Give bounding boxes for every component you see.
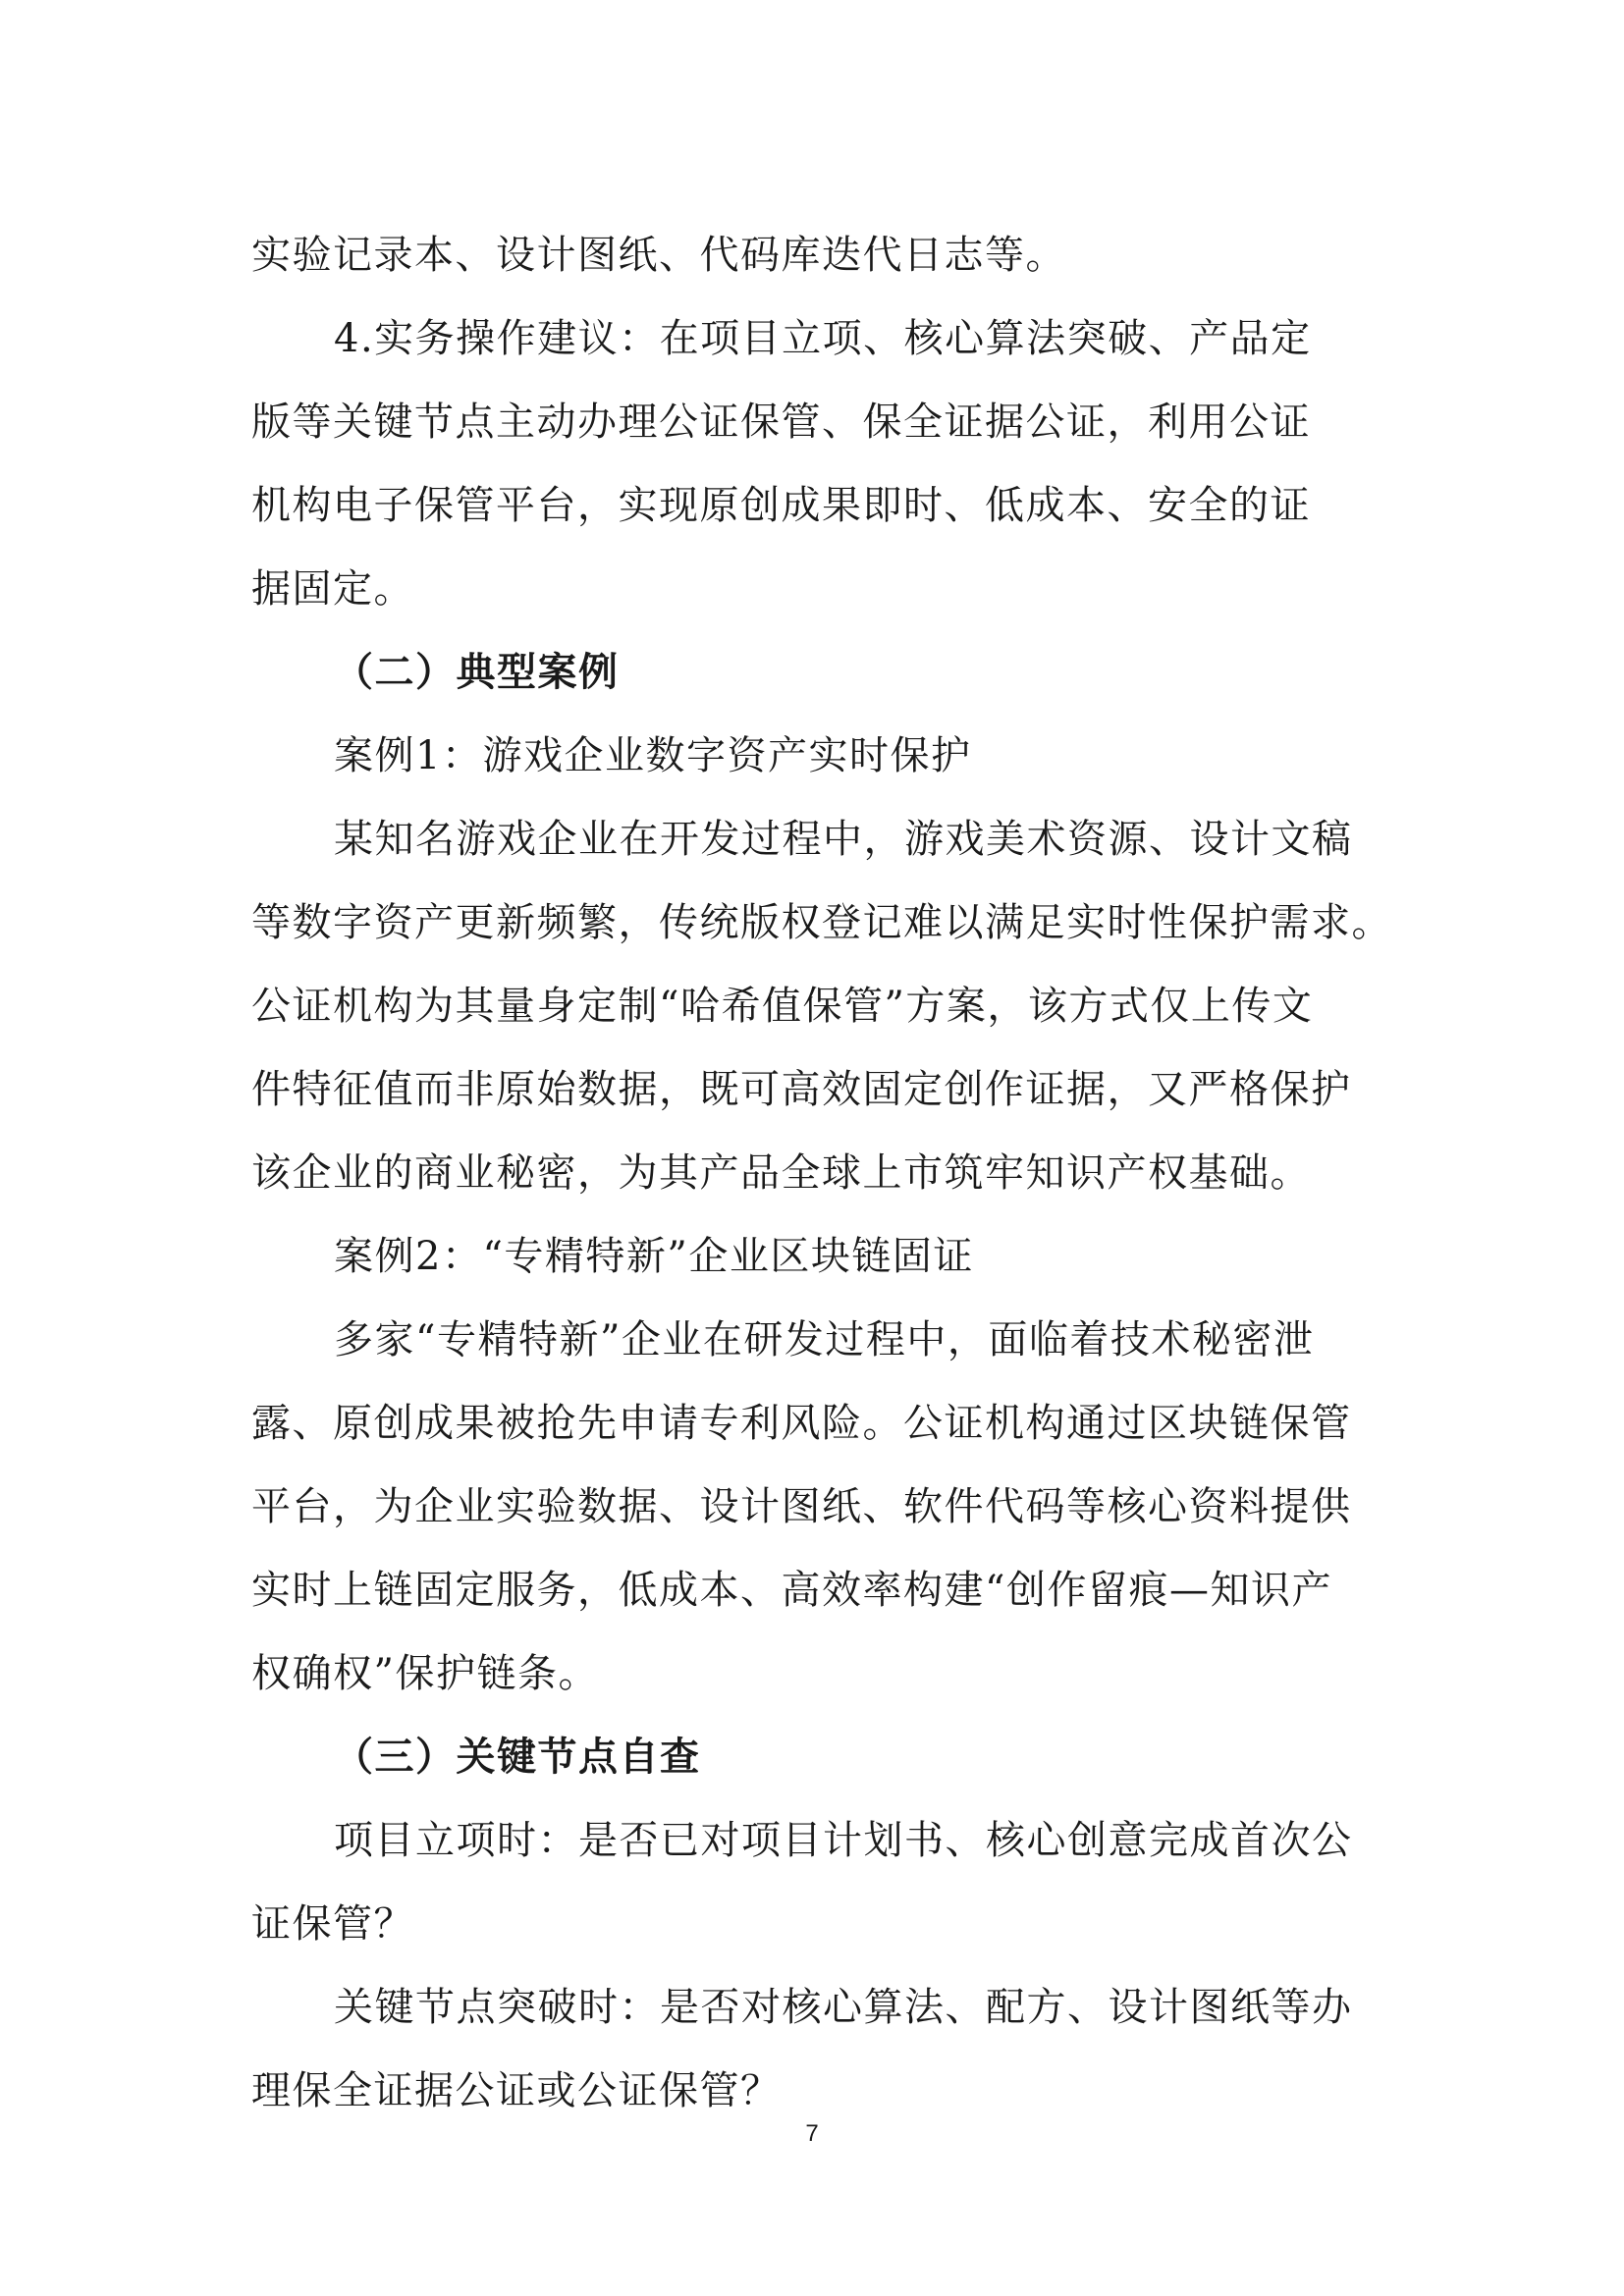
paragraph-line: 项目立项时：是否已对项目计划书、核心创意完成首次公 — [334, 1818, 1353, 1863]
paragraph-line: 某知名游戏企业在开发过程中，游戏美术资源、设计文稿 — [334, 817, 1353, 862]
section-heading: （二）典型案例 — [334, 650, 620, 695]
paragraph-line: 平台，为企业实验数据、设计图纸、软件代码等核心资料提供 — [251, 1484, 1352, 1529]
paragraph-line: 权确权”保护链条。 — [251, 1651, 599, 1696]
paragraph-line: 实验记录本、设计图纸、代码库迭代日志等。 — [251, 233, 1066, 278]
paragraph-line: 机构电子保管平台，实现原创成果即时、低成本、安全的证 — [251, 483, 1311, 528]
paragraph-line: 露、原创成果被抢先申请专利风险。公证机构通过区块链保管 — [251, 1401, 1352, 1446]
paragraph-line: 该企业的商业秘密，为其产品全球上市筑牢知识产权基础。 — [251, 1150, 1311, 1196]
paragraph-line: 等数字资产更新频繁，传统版权登记难以满足实时性保护需求。 — [251, 900, 1392, 945]
paragraph-line: 4.实务操作建议：在项目立项、核心算法突破、产品定 — [334, 316, 1312, 361]
paragraph-line: 多家“专精特新”企业在研发过程中，面临着技术秘密泄 — [334, 1317, 1315, 1362]
paragraph-line: 证保管？ — [251, 1901, 414, 1947]
paragraph-line: 实时上链固定服务，低成本、高效率构建“创作留痕—知识产 — [251, 1568, 1332, 1613]
page-content — [251, 214, 1392, 2133]
case-title: 案例1：游戏企业数字资产实时保护 — [334, 733, 972, 778]
paragraph-line: 据固定。 — [251, 566, 414, 612]
paragraph-line: 关键节点突破时：是否对核心算法、配方、设计图纸等办 — [334, 1985, 1353, 2030]
paragraph-line: 公证机构为其量身定制“哈希值保管”方案，该方式仅上传文 — [251, 984, 1314, 1029]
case-title: 案例2：“专精特新”企业区块链固证 — [334, 1234, 974, 1279]
paragraph-line: 件特征值而非原始数据，既可高效固定创作证据，又严格保护 — [251, 1067, 1352, 1112]
section-heading: （三）关键节点自查 — [334, 1735, 701, 1780]
paragraph-line: 理保全证据公证或公证保管？ — [251, 2068, 782, 2113]
paragraph-line: 版等关键节点主动办理公证保管、保全证据公证，利用公证 — [251, 400, 1311, 445]
page-number: 7 — [805, 2120, 819, 2147]
